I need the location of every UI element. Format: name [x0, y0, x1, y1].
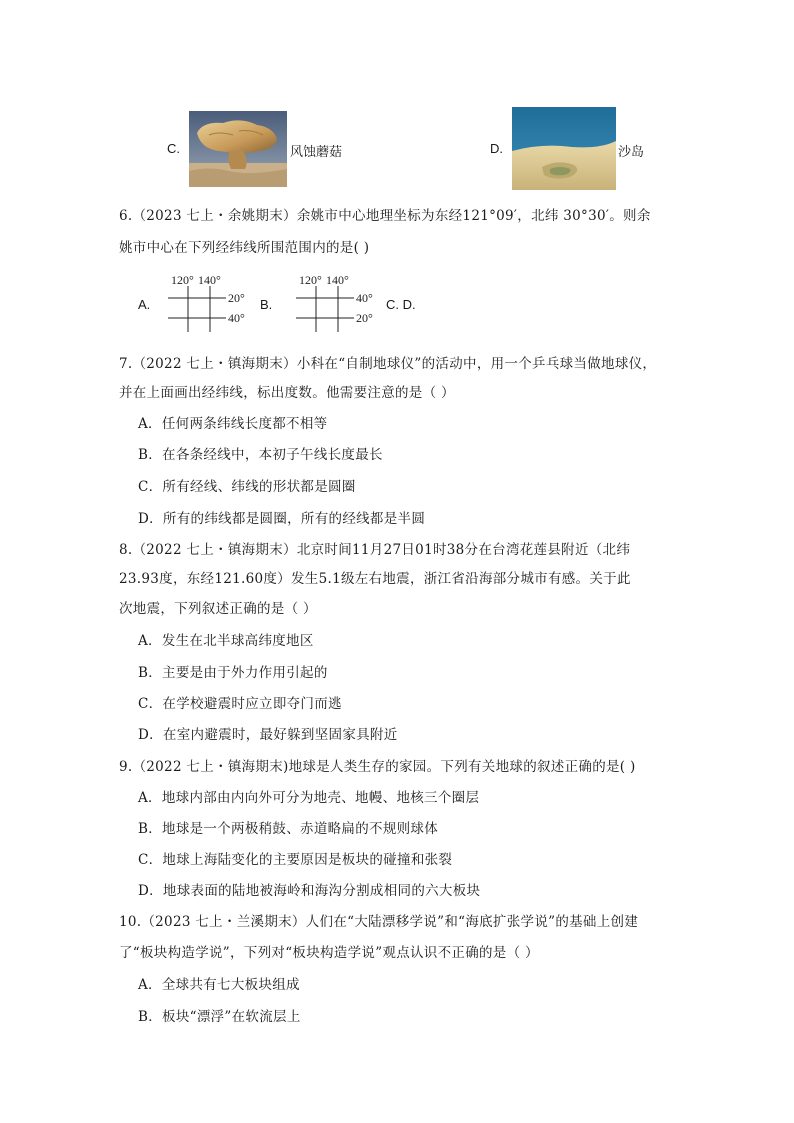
- q7-option-c: C．所有经线、纬线的形状都是圆圈: [138, 479, 356, 495]
- q8-option-d: D．在室内避震时，最好躲到坚固家具附近: [138, 727, 398, 743]
- option-c-letter: C.: [167, 141, 180, 156]
- q8-option-c: C．在学校避震时应立即夺门而逃: [138, 696, 342, 712]
- q7-option-b: B．在各条经线中，本初子午线长度最长: [138, 447, 383, 463]
- q6-a-lon2: 140°: [198, 273, 221, 287]
- q6-letter-b: B.: [260, 297, 273, 312]
- q9-line1: 9.（2022 七上・镇海期末)地球是人类生存的家园。下列有关地球的叙述正确的是( ): [119, 759, 636, 775]
- q8-line2: 23.93度，东经121.60度）发生5.1级左右地震，浙江省沿海部分城市有感。关于此: [119, 571, 631, 587]
- option-d-letter: D.: [490, 141, 503, 156]
- option-c-label: 风蚀蘑菇: [290, 145, 343, 160]
- q9-option-b: B．地球是一个两极稍鼓、赤道略扁的不规则球体: [138, 821, 439, 837]
- sand-island-image: [512, 107, 616, 190]
- q6-line1: 6.（2023 七上・余姚期末）余姚市中心地理坐标为东经121°09′，北纬 30°30′。则余: [119, 208, 651, 224]
- q6-b-lat-bottom: 20°: [356, 311, 373, 325]
- q7-line1: 7.（2022 七上・镇海期末）小科在“自制地球仪”的活动中，用一个乒乓球当做地球仪，: [119, 356, 657, 372]
- q6-letter-a: A.: [138, 297, 151, 312]
- q8-line3: 次地震，下列叙述正确的是（ ）: [119, 601, 317, 617]
- q6-a-lon1: 120°: [171, 273, 194, 287]
- option-d-label: 沙岛: [618, 145, 645, 160]
- q6-a-lat-top: 20°: [228, 291, 245, 305]
- q10-option-a: A．全球共有七大板块组成: [138, 977, 300, 993]
- q6-b-lon1: 120°: [299, 273, 322, 287]
- q6-grid-b: [292, 272, 384, 334]
- mushroom-rock-image: [189, 111, 287, 187]
- q8-option-b: B．主要是由于外力作用引起的: [138, 665, 328, 681]
- q10-line1: 10.（2023 七上・兰溪期末）人们在“大陆漂移学说”和“海底扩张学说”的基础上创建: [119, 914, 639, 930]
- q7-line2: 并在上面画出经纬线，标出度数。他需要注意的是（ ）: [119, 385, 455, 401]
- q6-grid-a: [164, 272, 256, 334]
- q8-option-a: A．发生在北半球高纬度地区: [138, 633, 314, 649]
- q6-b-lat-top: 40°: [356, 291, 373, 305]
- q9-option-c: C．地球上海陆变化的主要原因是板块的碰撞和张裂: [138, 852, 453, 868]
- q6-letter-cd: C. D.: [386, 297, 416, 312]
- q9-option-d: D．地球表面的陆地被海岭和海沟分割成相同的六大板块: [138, 883, 481, 899]
- q6-line2: 姚市中心在下列经纬线所围范围内的是( ): [119, 240, 370, 256]
- q7-option-a: A．任何两条纬线长度都不相等: [138, 416, 328, 432]
- q10-option-b: B．板块“漂浮”在软流层上: [138, 1009, 301, 1025]
- q10-line2: 了“板块构造学说”，下列对“板块构造学说”观点认识不正确的是（ ）: [119, 945, 539, 961]
- q6-a-lat-bottom: 40°: [228, 311, 245, 325]
- q7-option-d: D．所有的纬线都是圆圈，所有的经线都是半圆: [138, 511, 426, 527]
- q6-b-lon2: 140°: [326, 273, 349, 287]
- q8-line1: 8.（2022 七上・镇海期末）北京时间11月27日01时38分在台湾花莲县附近（北纬: [119, 542, 631, 558]
- q9-option-a: A．地球内部由内向外可分为地壳、地幔、地核三个圈层: [138, 790, 480, 806]
